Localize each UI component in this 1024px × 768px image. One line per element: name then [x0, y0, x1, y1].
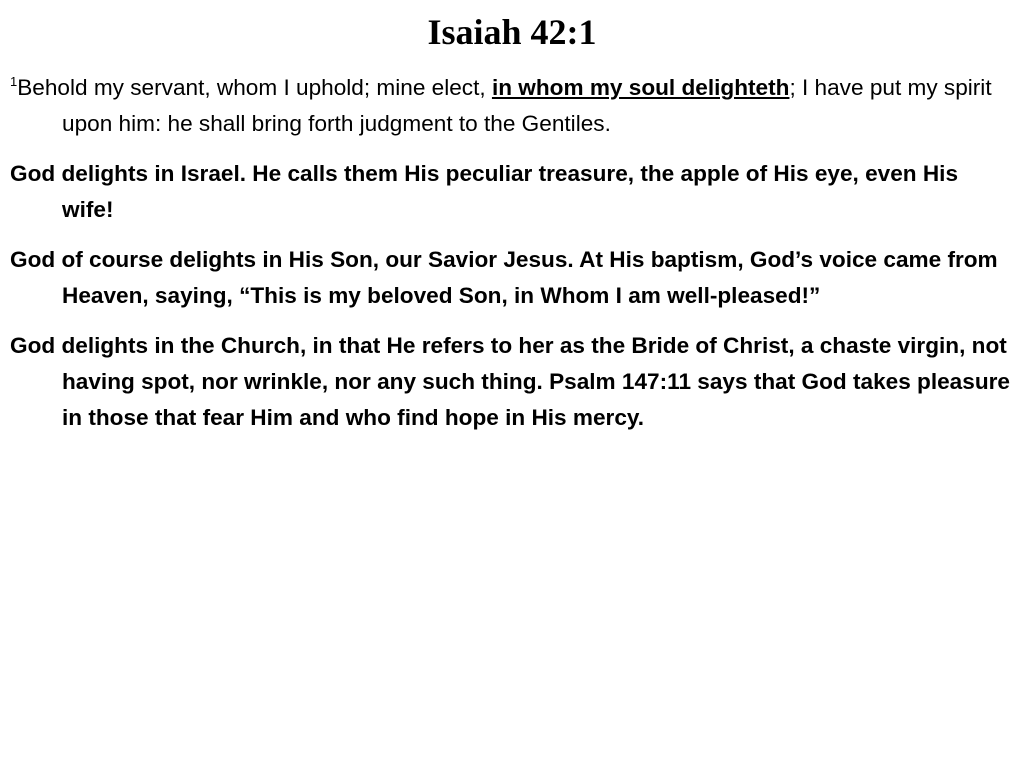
paragraph-israel: God delights in Israel. He calls them His peculiar treasure, the apple of His eye, even His wife! — [10, 161, 959, 222]
verse-highlight: in whom my soul delighteth — [491, 75, 790, 100]
verse-paragraph — [10, 70, 1014, 142]
verse-text-after: ; I have put my spirit upon him: he shall bring forth judgment to the Gentiles. — [62, 75, 992, 136]
slide-body — [10, 70, 1014, 450]
slide-title: Isaiah 42:1 — [427, 12, 597, 52]
verse-number: 1 — [10, 74, 18, 89]
paragraph-church: God delights in the Church, in that He refers to her as the Bride of Christ, a chaste virgin, not having spot, nor wrinkle, nor any such thing. Psalm 147:11 says that God takes pleasure in those that fear Him and who find hope in His mercy. — [10, 333, 1010, 430]
paragraph-son: God of course delights in His Son, our Savior Jesus. At His baptism, God’s voice came from Heaven, saying, “This is my beloved Son, in Whom I am well-pleased!” — [10, 247, 998, 308]
verse-text-before: Behold my servant, whom I uphold; mine elect, — [17, 75, 492, 100]
